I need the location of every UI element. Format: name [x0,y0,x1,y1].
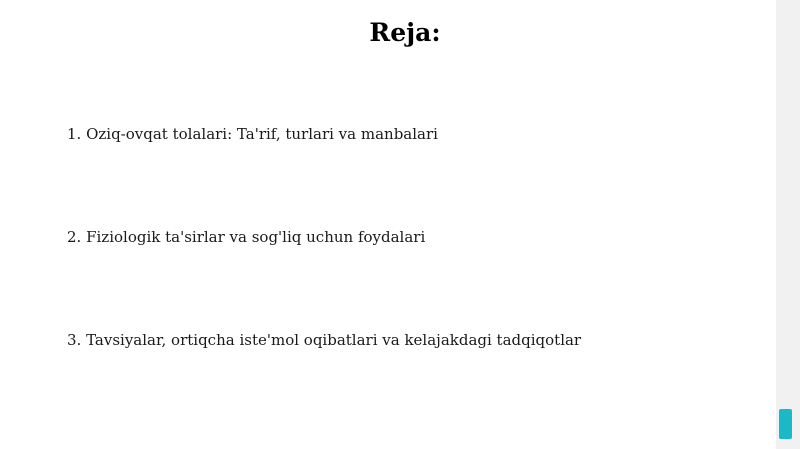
scrollbar-thumb[interactable] [779,409,792,439]
list-item: 3. Tavsiyalar, ortiqcha iste'mol oqibatlari va kelajakdagi tadqiqotlar [67,331,582,349]
page-title: Reja: [369,18,441,47]
list-item: 2. Fiziologik ta'sirlar va sog'liq uchun foydalari [67,228,426,246]
list-item: 1. Oziq-ovqat tolalari: Ta'rif, turlari va manbalari [67,125,438,143]
vertical-scrollbar[interactable] [776,0,800,449]
